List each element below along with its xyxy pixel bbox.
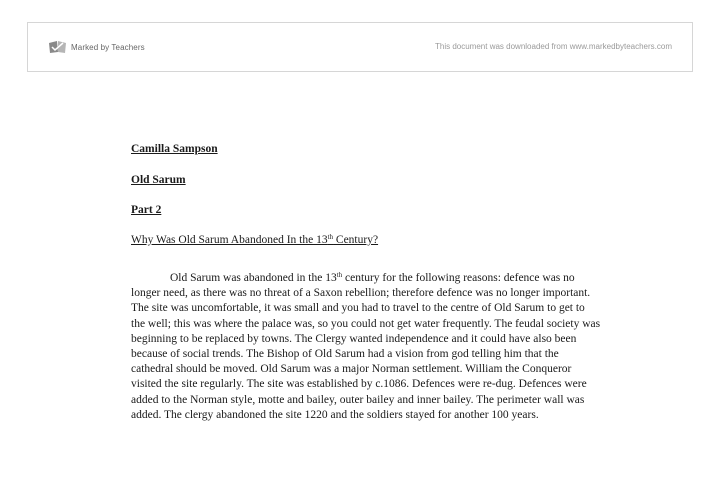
brand[interactable] [48, 40, 145, 54]
paragraph-ordinal-suffix: th [336, 271, 343, 279]
paragraph-rest: century for the following reasons: defence was no longer need, as there was no threat of a Saxon rebellion; therefore defence was no longer important. The site was uncomfortable, it was small and you had to travel to the centre of Old Sarum to get to the well; this was where the palace was, so you could not get water frequently. The feudal society was beginning to be replaced by towns. The Clergy wanted independence and it could have also been because of social trends. The Bishop of Old Sarum had a vision from god telling him that the cathedral should be moved. Old Sarum was a major Norman settlement. William the Conqueror visited the site regularly. The site was established by c.1086. Defences were re-dug. Defences were added to the Norman style, motte and bailey, outer bailey and inner bailey. The perimeter wall was added. The clergy abandoned the site 1220 and the soldiers stayed for another 100 years. [131, 272, 601, 421]
question-ordinal-suffix: th [327, 233, 334, 241]
question-text-end: Century? [333, 234, 379, 246]
body-paragraph [131, 271, 601, 423]
question-text: Why Was Old Sarum Abandoned In the 13 [131, 234, 328, 246]
part-heading: Part 2 [131, 204, 162, 216]
document-title: Old Sarum [131, 174, 186, 186]
marked-by-teachers-logo-icon [48, 40, 68, 54]
download-banner [27, 22, 693, 72]
question-heading [131, 233, 378, 248]
paragraph-start: Old Sarum was abandoned in the 13 [170, 272, 337, 284]
author-name: Camilla Sampson [131, 143, 218, 155]
brand-name: Marked by Teachers [71, 42, 145, 52]
download-note: This document was downloaded from www.markedbyteachers.com [435, 42, 672, 51]
